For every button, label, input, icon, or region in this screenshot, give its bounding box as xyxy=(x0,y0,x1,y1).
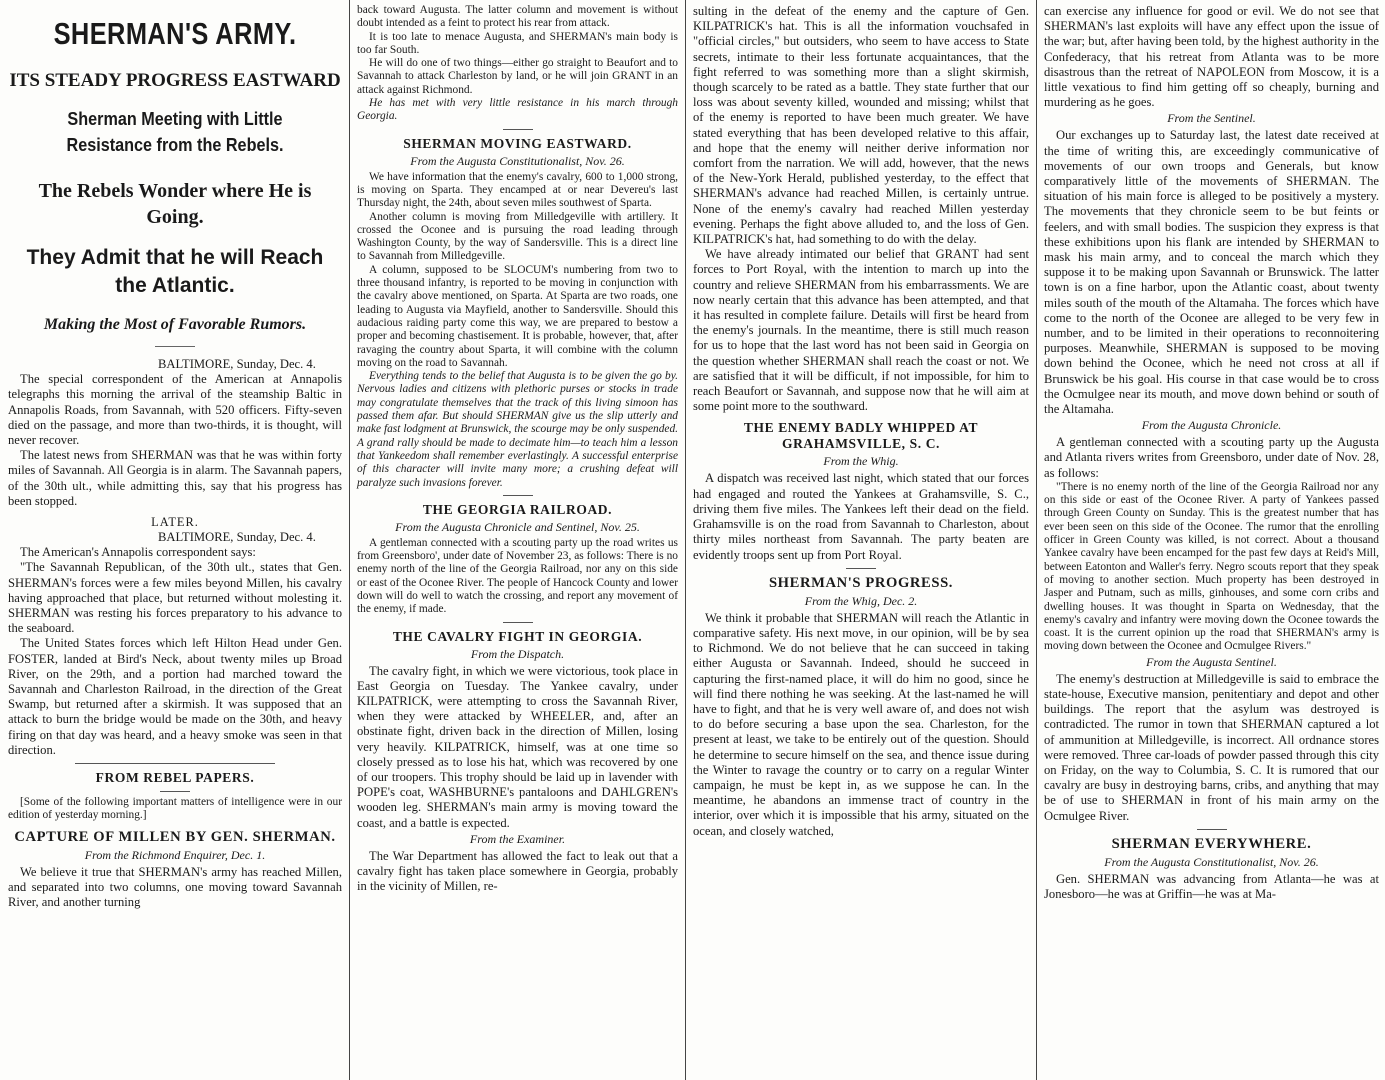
deck-rebels-wonder: The Rebels Wonder where He is Going. xyxy=(38,180,312,228)
paragraph: can exercise any influence for good or evil. We do not see that SHERMAN's last exploits will have any effect upon the issue of the war; but, after having been told, by the highest authority in the Confederacy, that his retreat from Atlanta was to be more disastrous than the retreat of NAPOLEON from Moscow, it is a little vexatious to find him getting off so cheaply, burning and murdering as he goes. xyxy=(1044,4,1379,110)
dateline: BALTIMORE, Sunday, Dec. 4. xyxy=(158,357,316,371)
source-line: From the Whig. xyxy=(823,454,899,469)
source-line: From the Augusta Constitutionalist, Nov. 26. xyxy=(1104,854,1319,869)
paragraph: back toward Augusta. The latter column and movement is without doubt intended as a feint to protect his rear from attack. xyxy=(357,4,678,30)
paragraph: A gentleman connected with a scouting party up the Augusta and Atlanta rivers writes from Greensboro, under date of Nov. 28, as follows: xyxy=(1044,435,1379,480)
paragraph: Everything tends to the belief that Augusta is to be given the go by. Nervous ladies and citizens with plethoric purses or stocks in trade may congratulate themselves that the track of this living simoon has passed them afar. But should SHERMAN give us the slip utterly and make fast lodgment at Brunswick, the scourge may be only suspended. A grand rally should be made to decimate him—to teach him a lesson that Yankeedom shall remember everlastingly. A successful enterprise of this character will invite many more; a crushing defeat will paralyze such invasions forever. xyxy=(357,370,678,489)
deck-little-resistance: Sherman Meeting with Little Resistance from the Rebels. xyxy=(66,109,284,155)
paragraph: The United States forces which left Hilton Head under Gen. FOSTER, landed at Bird's Neck, about twenty miles up Broad River, on the 29th, and a portion had marched toward the Savannah and Charleston Railroad, in the direction of the Great Swamp, but returned after a skirmish. It was supposed that an attack to burn the bridge would be made on the 30th, and heavy firing on that day was heard, and a heavy smoke was seen in that direction. xyxy=(8,636,342,757)
paragraph: sulting in the defeat of the enemy and the capture of Gen. KILPATRICK's hat. This is all the information vouchsafed in "official circles," but outsiders, who seem to have access to State secrets, intimate to their less fortunate acquaintances, that the fight referred to was something more than a slight skirmish, though scarcely to be rated as a battle. They state further that our loss was about seventy killed, wounded and missing; whilst that of the enemy is reported to have been much greater. We have stated everything that has been developed relative to this affair, and hope that the enemy will neither derive information nor comfort from the narration. We will add, however, that the news of the New-York Herald, published yesterday, to the effect that SHERMAN's advance had reached Millen, is certainly untrue. None of the enemy's cavalry had reached Millen yesterday evening. Perhaps the fight above alluded to, and the loss of Gen. KILPATRICK's hat, had something to do with the delay. xyxy=(693,4,1029,247)
paragraph: The American's Annapolis correspondent says: xyxy=(20,545,256,560)
paragraph: Another column is moving from Milledgeville with artillery. It crossed the Oconee and is pursuing the road leading through Washington County, by the way of Sandersville. This is a direct line to Savannah from Milledgeville. xyxy=(357,210,678,263)
article-heading: SHERMAN'S PROGRESS. xyxy=(768,574,954,591)
paragraph: We think it probable that SHERMAN will reach the Atlantic in comparative safety. His next move, in our opinion, will be by sea to Richmond. We do not believe that he can succeed in taking either Augusta or Savannah. Indeed, should he succeed in capturing the first-named place, it will do him no good, since he will find there nothing he was seeking. At the last-named he will have to fight, and that he is very well aware of, and does not wish to do before securing a base upon the sea. Charleston, for the present at least, we take to be entirely out of the question. Should he determine to secure himself on the sea, and thence issue during the Winter to ravage the country or to carry on a regular Winter campaign, he must be kept in, as we suppose he can. In the meantime, he abandons an immense tract of country in the interior, over which it is impossible that his army, situated on the ocean, and closely watched, xyxy=(693,610,1029,838)
article-heading: THE GEORGIA RAILROAD. xyxy=(422,501,613,517)
paragraph: He has met with very little resistance in his march through Georgia. xyxy=(357,97,678,123)
paragraph: The special correspondent of the American at Annapolis telegraphs this morning the arrival of the steamship Baltic in Annapolis Roads, from Savannah, with 520 officers. Fifty-seven died on the passage, and more than two-thirds, it is thought, will never recover. xyxy=(8,372,342,448)
divider xyxy=(503,495,533,496)
article-heading: SHERMAN EVERYWHERE. xyxy=(1111,835,1312,852)
quoted-letter: "There is no enemy north of the line of the Georgia Railroad nor any on this side or east of the Oconee River. A party of Yankees passed through Green County on Sunday. This is the greatest number that has ever been seen on this side of the Oconee. The rumor that the enrolling officer in Green County was killed, is not correct. About a thousand Yankee cavalry have been encamped for the past few days at Reid's Mill, between Eatonton and Waller's ferry. Negro scouts report that they speak of moving to another section. Much property has been destroyed in Jasper and Putnam, such as mills, ginhouses, and some corn cribs and dwelling houses. It was thought in Sparta on Wednesday, that the enemy's cavalry and infantry were moving down the Oconee towards the coast. It is the current opinion up the road that SHERMAN's army is moving down between the Oconee and Ocmulgee Rivers." xyxy=(1044,480,1379,653)
divider xyxy=(503,622,533,623)
paragraph: Gen. SHERMAN was advancing from Atlanta—he was at Jonesboro—he was at Griffin—he was at Ma- xyxy=(1044,871,1379,901)
deck-progress-eastward: ITS STEADY PROGRESS EASTWARD xyxy=(9,70,341,91)
paragraph: "The Savannah Republican, of the 30th ult., states that Gen. SHERMAN's forces were a few miles beyond Millen, his cavalry having approached that place, but returned without molesting it. SHERMAN was resting his forces preparatory to his advance to the seaboard. xyxy=(8,560,342,636)
paragraph: We believe it true that SHERMAN's army has reached Millen, and separated into two columns, one moving toward Savannah River, and another turning xyxy=(8,864,342,910)
editor-note: [Some of the following important matters of intelligence were in our edition of yesterday morning.] xyxy=(8,796,342,822)
paragraph: We have already intimated our belief that GRANT had sent forces to Port Royal, with the intention to march up into the country and relieve SHERMAN from his embarrassments. We are now nearly certain that this advance has been attempted, and that it has resulted in complete failure. Details will first be heard from the enemy's journals. In the meantime, there is still much reason for us to hope that the last word has not been said in Georgia on the question whether SHERMAN shall reach the coast or not. We are satisfied that it will be difficult, if not impossible, for him to reach Beaufort or Savannah, and suppose now that he will aim at some point more to the southward. xyxy=(693,247,1029,414)
divider xyxy=(503,129,533,130)
source-line: From the Augusta Sentinel. xyxy=(1146,654,1277,669)
source-line: From the Richmond Enquirer, Dec. 1. xyxy=(84,847,266,862)
column-4 xyxy=(1038,0,1385,1080)
column-rule xyxy=(1036,0,1037,1080)
divider xyxy=(1197,829,1227,830)
paragraph: A dispatch was received last night, which stated that our forces had engaged and routed the Yankees at Grahamsville, S. C., driving them five miles. The Yankees left their dead on the field. Grahamsville is on the road from Savannah to Charleston, about thirty miles northeast from Savannah. The party beaten are evidently troops sent up from Port Royal. xyxy=(693,471,1029,562)
divider xyxy=(155,346,195,347)
paragraph: The enemy's destruction at Milledgeville is said to embrace the state-house, Executive mansion, penitentiary and depot and other buildings. The report that the asylum was destroyed is contradicted. The rumor in town that SHERMAN captured a lot of ammunition at Milledgeville, is incorrect. All ordnance stores were removed. Three car-loads of powder passed through this city on Friday, on the way to Columbia, S. C. It is rumored that our cavalry are busy in destroying barns, cribs, and anything that may be of use to SHERMAN in front of his main army on the Ocmulgee River. xyxy=(1044,671,1379,823)
divider xyxy=(846,568,876,569)
article-heading: THE ENEMY BADLY WHIPPED AT GRAHAMSVILLE, S. C. xyxy=(743,420,979,452)
column-1 xyxy=(0,0,348,1080)
divider xyxy=(75,763,275,764)
column-rule xyxy=(685,0,686,1080)
source-line: From the Sentinel. xyxy=(1167,111,1256,126)
column-2 xyxy=(351,0,684,1080)
source-line: From the Augusta Constitutionalist, Nov. 26. xyxy=(410,153,625,168)
paragraph: We have information that the enemy's cavalry, 600 to 1,000 strong, is moving on Sparta. They encamped at or near Devereu's last Thursday night, the 24th, about seven miles southwest of Sparta. xyxy=(357,170,678,210)
paragraph: The latest news from SHERMAN was that he was within forty miles of Savannah. All Georgia is in alarm. The Savannah papers, of the 30th ult., while admitting this, say that his progress has been stopped. xyxy=(8,448,342,508)
source-line: From the Augusta Chronicle and Sentinel, Nov. 25. xyxy=(395,519,640,534)
source-line: From the Examiner. xyxy=(469,831,566,846)
paragraph: The cavalry fight, in which we were victorious, took place in East Georgia on Tuesday. The Yankee cavalry, under KILPATRICK, were attempting to cross the Savannah River, when they were attacked by WHEELER, and, after an obstinate fight, driven back in the direction of Millen, losing very heavily. KILPATRICK, himself, was at one time so closely pressed as to lose his hat, which was recovered by one of our troopers. This trophy should be laid up in lavender with POPE's coat, WASHBURNE's pantaloons and DAHLGREN's wooden leg. SHERMAN's main army is moving toward the coast, and a battle is expected. xyxy=(357,663,678,830)
section-heading: FROM REBEL PAPERS. xyxy=(95,770,255,786)
paragraph: A gentleman connected with a scouting party up the road writes us from Greensboro', under date of November 23, as follows: There is no enemy north of the line of the Georgia Railroad, nor any on this side or east of the Oconee River. The people of Hancock County and lower down will do well to watch the crossing, and report any movement of the enemy, if made. xyxy=(357,536,678,616)
paragraph: Our exchanges up to Saturday last, the latest date received at the time of writing this, are exceedingly communicative of movements of our own troops and Generals, but know comparatively little of the movements of SHERMAN. The situation of his main force is alleged to be positively a mystery. The movements that they chronicle seem to be but feints or feelers, and with small bodies. The suspicion they express is that these exhibitions upon his flank are intended by SHERMAN to mask his main army, and to conceal the march which they suppose it to be making upon Savannah or Brunswick. The latter town is on a fine harbor, upon the Atlantic coast, about twenty miles south of the mouth of the Altamaha. The forces which have come to the north of the Oconee are alleged to be very few in number, and to be limited in their operations to reconnoitering purposes. Meanwhile, SHERMAN is supposed to be moving down behind the Oconee, which he need not cross at all if Brunswick be his goal. His course in that case would be to cross the Ocmulgee near its mouth, and move down behind or south of the Altamaha. xyxy=(1044,128,1379,417)
divider xyxy=(160,791,190,792)
paragraph: A column, supposed to be SLOCUM's numbering from two to three thousand infantry, is reported to be moving in conjunction with the cavalry above mentioned, on Sparta. At Sparta are two roads, one leading to Augusta via Mayfield, another to Sandersville. Should this audacious raiding party come this way, we are prepared to bestow a proper and becoming chastisement. It is probable, however, that, after ravaging the country about Sparta, it will combine with the column moving on the road to Savannah. xyxy=(357,263,678,369)
source-line: From the Dispatch. xyxy=(470,646,565,661)
article-heading: CAPTURE OF MILLEN BY GEN. SHERMAN. xyxy=(14,828,336,845)
deck-reach-atlantic: They Admit that he will Reach the Atlantic. xyxy=(26,246,324,297)
column-3 xyxy=(687,0,1035,1080)
later-heading: LATER. xyxy=(151,515,199,530)
paragraph: It is too late to menace Augusta, and SHERMAN's main body is too far South. xyxy=(357,30,678,56)
dateline: BALTIMORE, Sunday, Dec. 4. xyxy=(158,530,316,545)
paragraph: He will do one of two things—either go straight to Beaufort and to Savannah to attack Charleston by land, or he will join GRANT in an attack against Richmond. xyxy=(357,57,678,96)
source-line: From the Whig, Dec. 2. xyxy=(804,593,918,608)
column-rule xyxy=(349,0,350,1080)
article-heading: SHERMAN MOVING EASTWARD. xyxy=(403,135,632,151)
main-headline: SHERMAN'S ARMY. xyxy=(53,16,297,51)
paragraph: The War Department has allowed the fact to leak out that a cavalry fight has taken place somewhere in Georgia, probably in the vicinity of Millen, re- xyxy=(357,848,678,894)
article-heading: THE CAVALRY FIGHT IN GEORGIA. xyxy=(392,628,643,644)
deck-favorable-rumors: Making the Most of Favorable Rumors. xyxy=(43,316,307,333)
source-line: From the Augusta Chronicle. xyxy=(1141,418,1282,433)
